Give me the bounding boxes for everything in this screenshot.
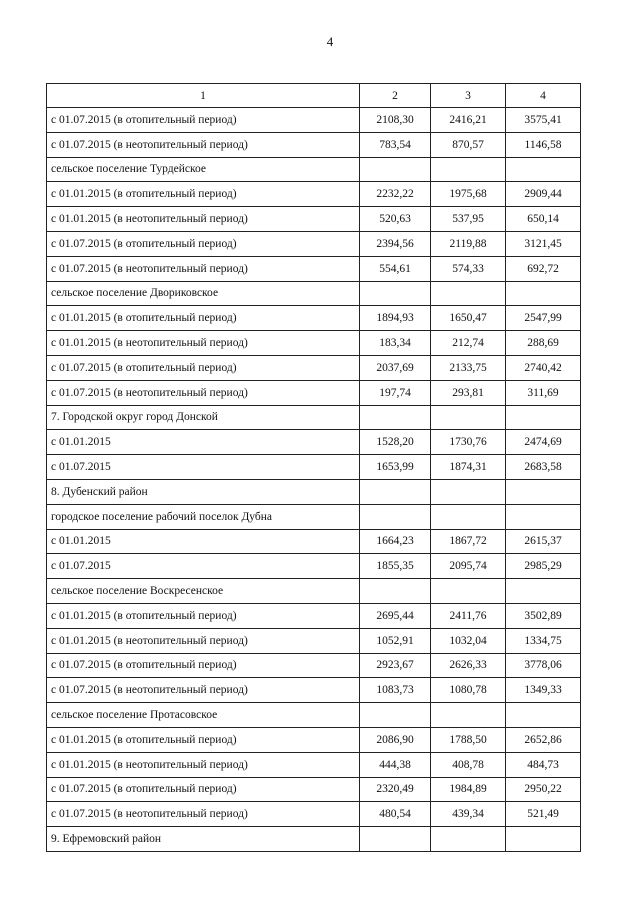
- value-cell: 1653,99: [360, 455, 431, 480]
- row-label-cell: с 01.07.2015 (в отопительный период): [47, 355, 360, 380]
- value-cell: [506, 405, 581, 430]
- value-cell: 1867,72: [431, 529, 506, 554]
- value-cell: 1650,47: [431, 306, 506, 331]
- value-cell: 2416,21: [431, 108, 506, 133]
- value-cell: 870,57: [431, 132, 506, 157]
- value-cell: 2985,29: [506, 554, 581, 579]
- page-number: 4: [326, 34, 334, 49]
- value-cell: 288,69: [506, 331, 581, 356]
- value-cell: 2119,88: [431, 231, 506, 256]
- row-label-cell: с 01.01.2015: [47, 430, 360, 455]
- value-cell: 1032,04: [431, 628, 506, 653]
- value-cell: [431, 579, 506, 604]
- value-cell: 2547,99: [506, 306, 581, 331]
- value-cell: 3121,45: [506, 231, 581, 256]
- table-row: [47, 430, 581, 455]
- value-cell: 2652,86: [506, 727, 581, 752]
- row-label-cell: с 01.07.2015 (в отопительный период): [47, 777, 360, 802]
- value-cell: [506, 157, 581, 182]
- row-label-cell: с 01.07.2015 (в неотопительный период): [47, 678, 360, 703]
- table-row: [47, 231, 581, 256]
- table-row: [47, 331, 581, 356]
- table-row: [47, 727, 581, 752]
- row-label-cell: 9. Ефремовский район: [47, 827, 360, 852]
- row-label-cell: сельское поселение Двориковское: [47, 281, 360, 306]
- table-row: [47, 603, 581, 628]
- value-cell: [506, 827, 581, 852]
- value-cell: 2411,76: [431, 603, 506, 628]
- value-cell: 3575,41: [506, 108, 581, 133]
- table-row: [47, 703, 581, 728]
- row-label-cell: с 01.01.2015 (в неотопительный период): [47, 331, 360, 356]
- value-cell: 1975,68: [431, 182, 506, 207]
- value-cell: 484,73: [506, 752, 581, 777]
- value-cell: 2095,74: [431, 554, 506, 579]
- value-cell: 2037,69: [360, 355, 431, 380]
- column-header: 1: [47, 84, 360, 108]
- value-cell: 537,95: [431, 207, 506, 232]
- value-cell: 183,34: [360, 331, 431, 356]
- value-cell: 1984,89: [431, 777, 506, 802]
- value-cell: 2626,33: [431, 653, 506, 678]
- row-label-cell: с 01.07.2015 (в неотопительный период): [47, 256, 360, 281]
- table-row: [47, 802, 581, 827]
- table-body: [47, 84, 581, 852]
- row-label-cell: с 01.01.2015 (в отопительный период): [47, 727, 360, 752]
- value-cell: 650,14: [506, 207, 581, 232]
- row-label-cell: сельское поселение Воскресенское: [47, 579, 360, 604]
- value-cell: 2683,58: [506, 455, 581, 480]
- row-label-cell: с 01.07.2015 (в отопительный период): [47, 231, 360, 256]
- value-cell: [506, 703, 581, 728]
- tariff-table: [46, 83, 581, 852]
- row-label-cell: 7. Городской округ город Донской: [47, 405, 360, 430]
- table-row: [47, 628, 581, 653]
- value-cell: 444,38: [360, 752, 431, 777]
- value-cell: 1080,78: [431, 678, 506, 703]
- value-cell: [360, 405, 431, 430]
- table-row: [47, 579, 581, 604]
- row-label-cell: с 01.01.2015 (в неотопительный период): [47, 628, 360, 653]
- table-row: [47, 529, 581, 554]
- value-cell: 2108,30: [360, 108, 431, 133]
- column-header: 2: [360, 84, 431, 108]
- table-row: [47, 777, 581, 802]
- value-cell: 1052,91: [360, 628, 431, 653]
- table-row: [47, 380, 581, 405]
- table-row: [47, 207, 581, 232]
- row-label-cell: с 01.01.2015: [47, 529, 360, 554]
- table-row: [47, 504, 581, 529]
- row-label-cell: с 01.01.2015 (в отопительный период): [47, 306, 360, 331]
- table-row: [47, 182, 581, 207]
- value-cell: [506, 281, 581, 306]
- table-row: [47, 256, 581, 281]
- value-cell: 2320,49: [360, 777, 431, 802]
- value-cell: 1146,58: [506, 132, 581, 157]
- value-cell: 439,34: [431, 802, 506, 827]
- value-cell: 3502,89: [506, 603, 581, 628]
- table-row: [47, 479, 581, 504]
- value-cell: 212,74: [431, 331, 506, 356]
- value-cell: 1894,93: [360, 306, 431, 331]
- value-cell: [431, 405, 506, 430]
- table-header-row: [47, 84, 581, 108]
- row-label-cell: с 01.07.2015 (в неотопительный период): [47, 802, 360, 827]
- value-cell: [506, 579, 581, 604]
- row-label-cell: сельское поселение Турдейское: [47, 157, 360, 182]
- value-cell: [360, 703, 431, 728]
- row-label-cell: 8. Дубенский район: [47, 479, 360, 504]
- value-cell: 480,54: [360, 802, 431, 827]
- value-cell: 2909,44: [506, 182, 581, 207]
- row-label-cell: с 01.07.2015 (в отопительный период): [47, 653, 360, 678]
- table-row: [47, 157, 581, 182]
- value-cell: 1334,75: [506, 628, 581, 653]
- table-row: [47, 678, 581, 703]
- row-label-cell: с 01.01.2015 (в отопительный период): [47, 182, 360, 207]
- row-label-cell: с 01.01.2015 (в неотопительный период): [47, 207, 360, 232]
- row-label-cell: городское поселение рабочий поселок Дубна: [47, 504, 360, 529]
- value-cell: 1788,50: [431, 727, 506, 752]
- column-header: 3: [431, 84, 506, 108]
- value-cell: 1083,73: [360, 678, 431, 703]
- value-cell: 2394,56: [360, 231, 431, 256]
- value-cell: 2232,22: [360, 182, 431, 207]
- value-cell: 3778,06: [506, 653, 581, 678]
- value-cell: 2695,44: [360, 603, 431, 628]
- value-cell: 2474,69: [506, 430, 581, 455]
- value-cell: 1664,23: [360, 529, 431, 554]
- table-row: [47, 653, 581, 678]
- value-cell: [431, 504, 506, 529]
- value-cell: 521,49: [506, 802, 581, 827]
- value-cell: 293,81: [431, 380, 506, 405]
- row-label-cell: с 01.01.2015 (в отопительный период): [47, 603, 360, 628]
- value-cell: 1874,31: [431, 455, 506, 480]
- value-cell: 692,72: [506, 256, 581, 281]
- value-cell: [506, 504, 581, 529]
- column-header: 4: [506, 84, 581, 108]
- value-cell: 783,54: [360, 132, 431, 157]
- value-cell: [431, 281, 506, 306]
- table-row: [47, 281, 581, 306]
- row-label-cell: с 01.01.2015 (в неотопительный период): [47, 752, 360, 777]
- table-row: [47, 132, 581, 157]
- table-row: [47, 455, 581, 480]
- row-label-cell: с 01.07.2015: [47, 554, 360, 579]
- value-cell: 554,61: [360, 256, 431, 281]
- value-cell: [431, 157, 506, 182]
- value-cell: 2615,37: [506, 529, 581, 554]
- table-row: [47, 405, 581, 430]
- value-cell: [360, 827, 431, 852]
- table-row: [47, 306, 581, 331]
- table-row: [47, 752, 581, 777]
- row-label-cell: с 01.07.2015 (в неотопительный период): [47, 380, 360, 405]
- value-cell: 311,69: [506, 380, 581, 405]
- value-cell: 1349,33: [506, 678, 581, 703]
- value-cell: 2740,42: [506, 355, 581, 380]
- row-label-cell: с 01.07.2015 (в неотопительный период): [47, 132, 360, 157]
- value-cell: [360, 479, 431, 504]
- value-cell: [360, 281, 431, 306]
- value-cell: 1730,76: [431, 430, 506, 455]
- value-cell: [431, 827, 506, 852]
- value-cell: 520,63: [360, 207, 431, 232]
- value-cell: 2950,22: [506, 777, 581, 802]
- table-row: [47, 108, 581, 133]
- value-cell: [360, 504, 431, 529]
- row-label-cell: с 01.07.2015: [47, 455, 360, 480]
- value-cell: [506, 479, 581, 504]
- table-row: [47, 355, 581, 380]
- value-cell: [360, 157, 431, 182]
- value-cell: 2086,90: [360, 727, 431, 752]
- row-label-cell: с 01.07.2015 (в отопительный период): [47, 108, 360, 133]
- value-cell: [431, 703, 506, 728]
- value-cell: 1855,35: [360, 554, 431, 579]
- row-label-cell: сельское поселение Протасовское: [47, 703, 360, 728]
- value-cell: 1528,20: [360, 430, 431, 455]
- value-cell: 408,78: [431, 752, 506, 777]
- value-cell: 2923,67: [360, 653, 431, 678]
- value-cell: 197,74: [360, 380, 431, 405]
- table-row: [47, 827, 581, 852]
- value-cell: 2133,75: [431, 355, 506, 380]
- table-row: [47, 554, 581, 579]
- value-cell: 574,33: [431, 256, 506, 281]
- value-cell: [360, 579, 431, 604]
- value-cell: [431, 479, 506, 504]
